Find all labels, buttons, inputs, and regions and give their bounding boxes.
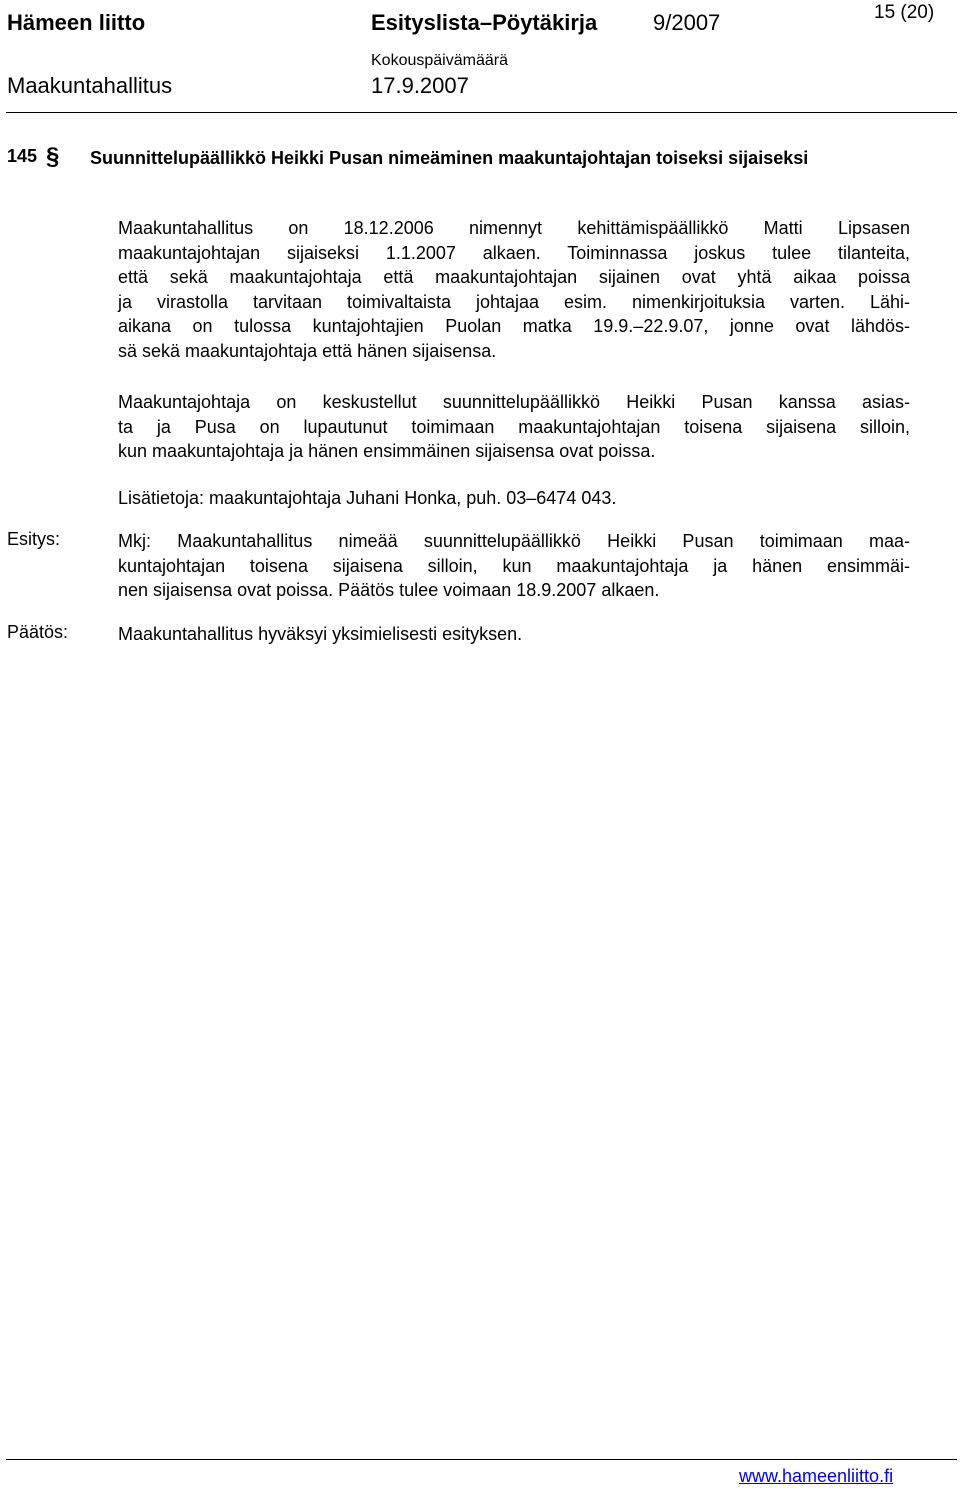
proposal-label: Esitys: [7, 529, 61, 549]
decision-line: Maakuntahallitus hyväksyi yksimielisesti esityksen. [118, 624, 523, 644]
proposal-text [118, 529, 910, 603]
text-line: sä sekä maakuntajohtaja että hänen sijaisensa. [118, 340, 497, 361]
text-line: kun maakuntajohtaja ja hänen ensimmäinen sijaisensa ovat poissa. [118, 441, 656, 461]
website-link[interactable]: www.hameenliitto.fi [739, 1466, 894, 1486]
body-name: Maakuntahallitus [7, 73, 173, 98]
section-sign: § [46, 143, 60, 170]
text-line: ta ja Pusa on lupautunut toimimaan maakuntajohtajan toisena sijaisena silloin, [118, 416, 910, 437]
text-line: Maakuntajohtaja on keskustellut suunnittelupäällikkö Heikki Pusan kanssa asias- [118, 392, 910, 412]
document-type: Esityslista–Pöytäkirja [371, 10, 598, 35]
contact-info: Lisätietoja: maakuntajohtaja Juhani Honka, puh. 03–6474 043. [118, 488, 617, 508]
header-divider [6, 112, 957, 113]
footer-divider [6, 1459, 957, 1460]
text-line: maakuntajohtajan sijaiseksi 1.1.2007 alkaen. Toiminnassa joskus tulee tilanteita, [118, 242, 910, 263]
text-line: Maakuntahallitus on 18.12.2006 nimennyt kehittämispäällikkö Matti Lipsasen [118, 218, 910, 238]
text-line: että sekä maakuntajohtaja että maakuntajohtajan sijainen ovat yhtä aikaa poissa [118, 267, 910, 287]
page-number: 15 (20) [874, 2, 935, 23]
decision-text [118, 622, 910, 647]
meeting-date-label: Kokouspäivämäärä [371, 52, 508, 69]
text-line: aikana on tulossa kuntajohtajien Puolan matka 19.9.–22.9.07, jonne ovat lähdös- [118, 316, 910, 336]
section-number: 145 [7, 146, 38, 166]
decision-label: Päätös: [7, 622, 69, 642]
issue-number: 9/2007 [653, 10, 721, 35]
text-line: kuntajohtajan toisena sijaisena silloin, kun maakuntajohtaja ja hänen ensimmäi- [118, 555, 910, 576]
paragraph-background [118, 216, 910, 363]
paragraph-discussion [118, 390, 910, 464]
text-line: ja virastolla tarvitaan toimivaltaista johtajaa esim. nimenkirjoituksia varten. Lähi- [118, 291, 910, 312]
section-title: Suunnittelupäällikkö Heikki Pusan nimeäminen maakuntajohtajan toiseksi sijaiseksi [90, 148, 809, 168]
paragraph-contact [118, 486, 910, 511]
text-line: Mkj: Maakuntahallitus nimeää suunnittelupäällikkö Heikki Pusan toimimaan maa- [118, 531, 910, 551]
meeting-date: 17.9.2007 [371, 73, 469, 98]
organization-name: Hämeen liitto [7, 10, 146, 35]
text-line: nen sijaisensa ovat poissa. Päätös tulee voimaan 18.9.2007 alkaen. [118, 580, 660, 600]
